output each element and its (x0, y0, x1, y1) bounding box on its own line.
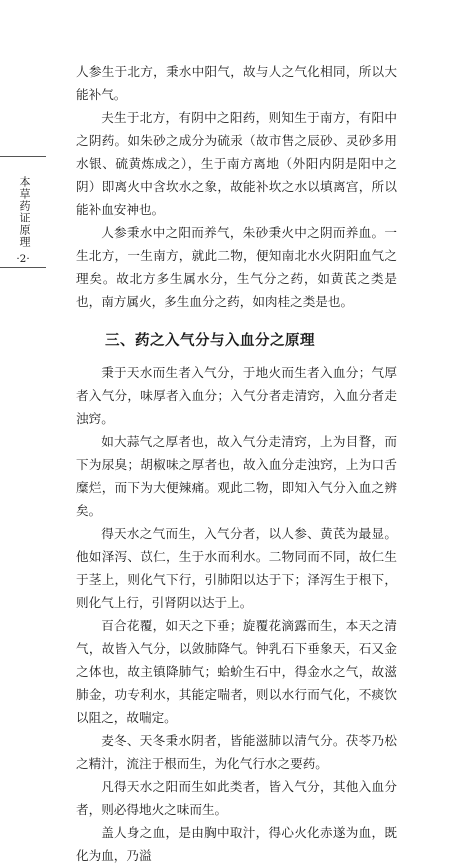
section-heading: 三、药之入气分与入血分之原理 (105, 333, 315, 349)
paragraph: 秉于天水而生者入气分，于地火而生者入血分；气厚者入气分，味厚者入血分；入气分者走清窍，入血分者走浊窍。 (76, 365, 397, 426)
paragraph: 如大蒜气之厚者也，故入气分走清窍，上为目瞀，而下为尿臭；胡椒味之厚者也，故入血分走浊窍，上为口舌糜烂，而下为大便辣痛。观此二物，即知入气分入血之辨矣。 (76, 434, 397, 518)
page-content (76, 60, 397, 867)
paragraph: 得天水之气而生，入气分者，以人参、黄芪为最显。他如泽泻、苡仁，生于水而利水。二物同而不同，故仁生于茎上，则化气下行，引肺阳以达于下；泽泻生于根下，则化气上行，引肾阴以达于上。 (76, 526, 397, 610)
paragraph: 人参生于北方，秉水中阳气，故与人之气化相同，所以大能补气。 (76, 64, 397, 102)
paragraph: 盖人身之血，是由胸中取汁，得心火化赤遂为血，既化为血，乃溢 (76, 825, 397, 863)
paragraph: 百合花覆，如天之下垂；旋覆花滴露而生，本天之清气，故皆入气分，以敛肺降气。钟乳石下垂象天，石又金之体也，故主镇降肺气；蛤蚧生石中，得金水之气，故滋肺金，功专利水，其能定喘者，则以水行而气化，不痰饮以阻之，故喘定。 (76, 618, 397, 725)
paragraph: 夫生于北方，有阴中之阳药，则知生于南方，有阳中之阴药。如朱砂之成分为硫汞（故市售之辰砂、灵砂多用水银、硫黄炼成之），生于南方离地（外阳内阴是阳中之阴）即离火中含坎水之象，故能补坎之水以填离宫，所以能补血安神也。 (76, 110, 397, 217)
paragraph: 凡得天水之阳而生如此类者，皆入气分，其他入血分者，则必得地火之味而生。 (76, 779, 397, 817)
side-book-title-wrap (16, 162, 32, 262)
spacer (76, 313, 397, 321)
paragraph: 麦冬、天冬秉水阴者，皆能滋肺以清气分。茯苓乃松之精汁，流注于根而生，为化气行水之要药。 (76, 733, 397, 771)
side-book-title: 本草药证原理 (18, 176, 31, 248)
paragraph: 人参秉水中之阳而养气，朱砂秉火中之阴而养血。一生北方，一生南方，就此二物，便知南北水火阴阳血气之理矣。故北方多生属水分，生气分之药，如黄芪之类是也，南方属火，多生血分之药，如肉桂之类是也。 (76, 225, 397, 309)
side-page-number: ·2· (16, 253, 30, 265)
